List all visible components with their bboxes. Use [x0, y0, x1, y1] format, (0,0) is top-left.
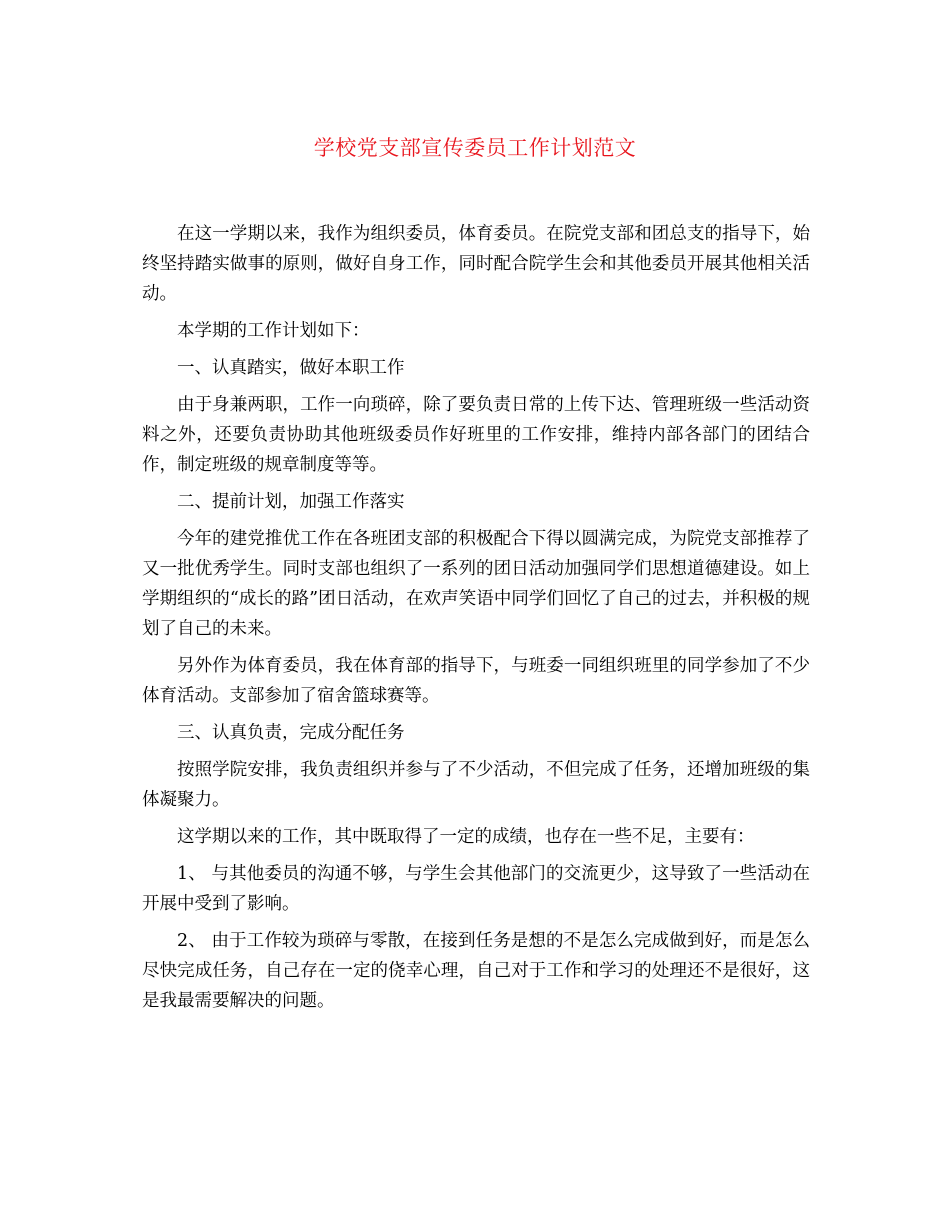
paragraph: 今年的建党推优工作在各班团支部的积极配合下得以圆满完成，为院党支部推荐了又一批优秀学生。同时支部也组织了一系列的团日活动加强同学们思想道德建设。如上学期组织的“成长的路”团日活动，在欢声笑语中同学们回忆了自己的过去，并积极的规划了自己的未来。	[142, 529, 810, 639]
paragraph: 另外作为体育委员，我在体育部的指导下，与班委一同组织班里的同学参加了不少体育活动。支部参加了宿舍篮球赛等。	[142, 656, 810, 706]
paragraph: 在这一学期以来，我作为组织委员，体育委员。在院党支部和团总支的指导下，始终坚持踏实做事的原则，做好自身工作，同时配合院学生会和其他委员开展其他相关活动。	[142, 224, 810, 304]
document-body	[142, 219, 810, 1023]
section-heading: 一、认真踏实，做好本职工作	[177, 358, 405, 378]
paragraph: 本学期的工作计划如下：	[177, 321, 370, 341]
paragraph: 由于身兼两职，工作一向琐碎，除了要负责日常的上传下达、管理班级一些活动资料之外，还要负责协助其他班级委员作好班里的工作安排，维持内部各部门的团结合作，制定班级的规章制度等等。	[142, 395, 810, 475]
list-item: 2、 由于工作较为琐碎与零散，在接到任务是想的不是怎么完成做到好，而是怎么尽快完成任务，自己存在一定的侥幸心理，自己对于工作和学习的处理还不是很好，这是我最需要解决的问题。	[142, 931, 810, 1011]
paragraph: 这学期以来的工作，其中既取得了一定的成绩，也存在一些不足，主要有：	[177, 827, 755, 847]
section-heading: 二、提前计划，加强工作落实	[177, 492, 405, 512]
document-title: 学校党支部宣传委员工作计划范文	[313, 136, 637, 160]
list-item: 1、 与其他委员的沟通不够，与学生会其他部门的交流更少，这导致了一些活动在开展中受到了影响。	[142, 864, 810, 914]
section-heading: 三、认真负责，完成分配任务	[177, 723, 405, 743]
paragraph: 按照学院安排，我负责组织并参与了不少活动，不但完成了任务，还增加班级的集体凝聚力。	[142, 760, 810, 810]
